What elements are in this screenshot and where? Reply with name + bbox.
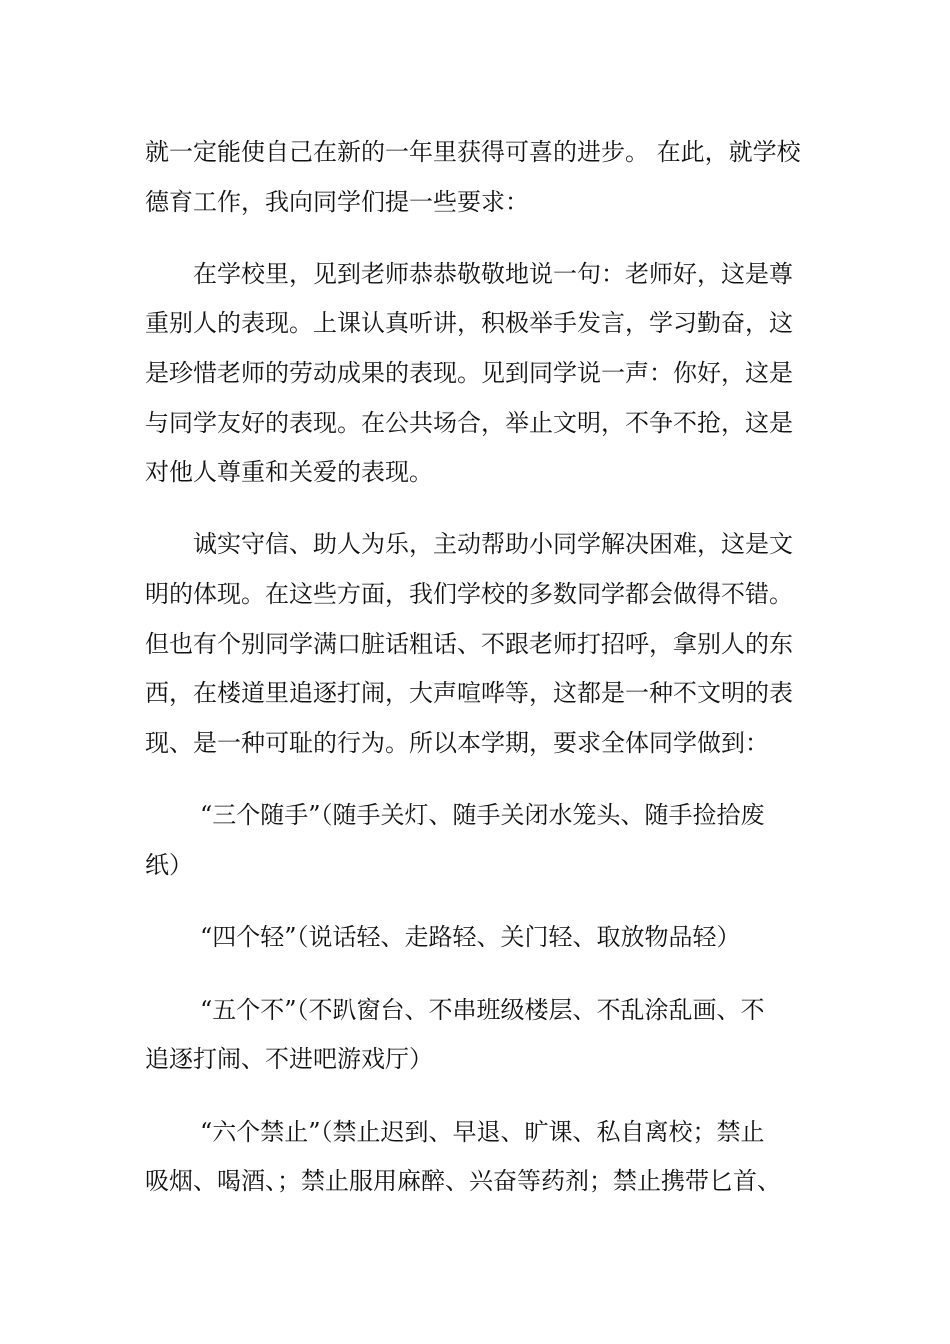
text-line: 在学校里，见到老师恭恭敬敬地说一句：老师好，这是尊 xyxy=(193,260,793,288)
text-line: 现、是一种可耻的行为。所以本学期，要求全体同学做到： xyxy=(145,729,769,757)
text-line: 是珍惜老师的劳动成果的表现。见到同学说一声：你好，这是 xyxy=(145,359,793,387)
text-line: 就一定能使自己在新的一年里获得可喜的进步。 在此，就学校 xyxy=(145,138,801,166)
text-line: 德育工作，我向同学们提一些要求： xyxy=(145,188,529,216)
text-line: 重别人的表现。上课认真听讲，积极举手发言，学习勤奋，这 xyxy=(145,309,793,337)
text-line: “五个不”（不趴窗台、不串班级楼层、不乱涂乱画、不 xyxy=(200,996,765,1024)
text-line: “六个禁止”（禁止迟到、早退、旷课、私自离校；禁止 xyxy=(200,1118,765,1146)
text-line: 对他人尊重和关爱的表现。 xyxy=(145,458,433,486)
text-line: 纸） xyxy=(145,851,193,879)
text-line: 吸烟、喝酒、；禁止服用麻醉、兴奋等药剂；禁止携带匕首、 xyxy=(145,1167,781,1195)
text-line: “三个随手”（随手关灯、随手关闭水笼头、随手捡拾废 xyxy=(200,801,765,829)
text-line: 与同学友好的表现。在公共场合，举止文明，不争不抢，这是 xyxy=(145,409,793,437)
text-line: “四个轻”（说话轻、走路轻、关门轻、取放物品轻） xyxy=(200,923,741,951)
text-line: 但也有个别同学满口脏话粗话、不跟老师打招呼，拿别人的东 xyxy=(145,630,793,658)
text-line: 明的体现。在这些方面，我们学校的多数同学都会做得不错。 xyxy=(145,580,793,608)
text-line: 诚实守信、助人为乐，主动帮助小同学解决困难，这是文 xyxy=(193,530,793,558)
text-line: 追逐打闹、不进吧游戏厅） xyxy=(145,1045,433,1073)
text-line: 西，在楼道里追逐打闹，大声喧哗等，这都是一种不文明的表 xyxy=(145,679,793,707)
